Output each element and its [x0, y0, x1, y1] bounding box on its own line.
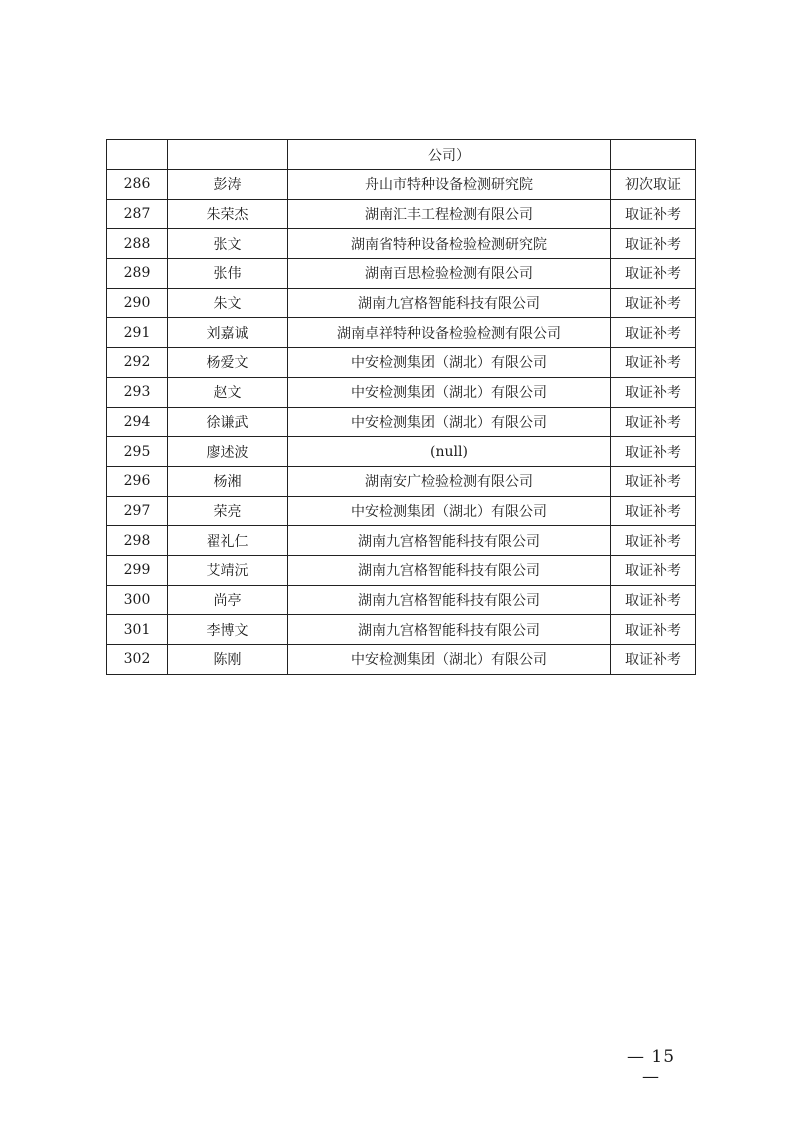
cell-name: 张文	[168, 229, 288, 259]
table-row	[107, 170, 696, 200]
cell-exam-type: 取证补考	[611, 318, 696, 348]
cell-organization: 湖南九宫格智能科技有限公司	[288, 615, 611, 645]
cell-exam-type: 取证补考	[611, 526, 696, 556]
cell-name: 陈刚	[168, 645, 288, 675]
cell-organization: 舟山市特种设备检测研究院	[288, 170, 611, 200]
table-row	[107, 229, 696, 259]
table-row	[107, 555, 696, 585]
cell-exam-type: 取证补考	[611, 496, 696, 526]
cell-exam-type: 取证补考	[611, 645, 696, 675]
table-row	[107, 199, 696, 229]
cell-number: 288	[107, 229, 168, 259]
cell-number: 286	[107, 170, 168, 200]
table-row	[107, 526, 696, 556]
cell-name: 荣亮	[168, 496, 288, 526]
cell-name: 杨爱文	[168, 348, 288, 378]
cell-exam-type: 取证补考	[611, 615, 696, 645]
cell-number: 291	[107, 318, 168, 348]
table-row	[107, 466, 696, 496]
cell-name: 朱文	[168, 288, 288, 318]
table-row	[107, 496, 696, 526]
cell-organization: 湖南安广检验检测有限公司	[288, 466, 611, 496]
cell-name: 徐谦武	[168, 407, 288, 437]
cell-organization: 中安检测集团（湖北）有限公司	[288, 348, 611, 378]
cell-exam-type: 取证补考	[611, 555, 696, 585]
cell-name	[168, 140, 288, 170]
cell-name: 李博文	[168, 615, 288, 645]
cell-organization: 湖南九宫格智能科技有限公司	[288, 526, 611, 556]
cell-name: 尚亭	[168, 585, 288, 615]
cell-organization: 中安检测集团（湖北）有限公司	[288, 645, 611, 675]
cell-organization: 中安检测集团（湖北）有限公司	[288, 377, 611, 407]
cell-exam-type: 取证补考	[611, 288, 696, 318]
cell-organization: 湖南省特种设备检验检测研究院	[288, 229, 611, 259]
roster-table-body	[107, 140, 696, 675]
cell-exam-type: 取证补考	[611, 407, 696, 437]
table-row	[107, 377, 696, 407]
cell-exam-type: 取证补考	[611, 259, 696, 289]
table-row	[107, 259, 696, 289]
cell-exam-type: 取证补考	[611, 377, 696, 407]
cell-number: 296	[107, 466, 168, 496]
roster-table	[106, 139, 696, 675]
cell-organization: 湖南九宫格智能科技有限公司	[288, 555, 611, 585]
cell-number: 287	[107, 199, 168, 229]
cell-organization: 中安检测集团（湖北）有限公司	[288, 496, 611, 526]
table-row	[107, 140, 696, 170]
cell-number: 293	[107, 377, 168, 407]
cell-number: 298	[107, 526, 168, 556]
cell-name: 艾靖沅	[168, 555, 288, 585]
cell-number: 290	[107, 288, 168, 318]
cell-number: 292	[107, 348, 168, 378]
cell-organization: 湖南卓祥特种设备检验检测有限公司	[288, 318, 611, 348]
cell-name: 杨湘	[168, 466, 288, 496]
cell-name: 刘嘉诚	[168, 318, 288, 348]
cell-exam-type	[611, 140, 696, 170]
cell-name: 翟礼仁	[168, 526, 288, 556]
cell-organization: 湖南九宫格智能科技有限公司	[288, 585, 611, 615]
cell-exam-type: 取证补考	[611, 199, 696, 229]
table-row	[107, 437, 696, 467]
table-row	[107, 407, 696, 437]
cell-organization: 公司）	[288, 140, 611, 170]
page-number: — 15 —	[626, 1047, 676, 1087]
cell-name: 张伟	[168, 259, 288, 289]
cell-number	[107, 140, 168, 170]
cell-exam-type: 取证补考	[611, 229, 696, 259]
cell-exam-type: 取证补考	[611, 348, 696, 378]
table-row	[107, 645, 696, 675]
cell-number: 300	[107, 585, 168, 615]
cell-number: 301	[107, 615, 168, 645]
cell-number: 295	[107, 437, 168, 467]
cell-organization: 湖南汇丰工程检测有限公司	[288, 199, 611, 229]
cell-organization: 湖南百思检验检测有限公司	[288, 259, 611, 289]
cell-name: 廖述波	[168, 437, 288, 467]
cell-organization: 湖南九宫格智能科技有限公司	[288, 288, 611, 318]
table-row	[107, 615, 696, 645]
cell-name: 朱荣杰	[168, 199, 288, 229]
cell-organization: (null)	[288, 437, 611, 467]
table-row	[107, 585, 696, 615]
cell-exam-type: 初次取证	[611, 170, 696, 200]
table-row	[107, 318, 696, 348]
cell-exam-type: 取证补考	[611, 466, 696, 496]
cell-number: 294	[107, 407, 168, 437]
cell-name: 彭涛	[168, 170, 288, 200]
cell-organization: 中安检测集团（湖北）有限公司	[288, 407, 611, 437]
table-row	[107, 288, 696, 318]
cell-number: 289	[107, 259, 168, 289]
cell-exam-type: 取证补考	[611, 437, 696, 467]
table-row	[107, 348, 696, 378]
cell-exam-type: 取证补考	[611, 585, 696, 615]
cell-number: 302	[107, 645, 168, 675]
cell-number: 297	[107, 496, 168, 526]
cell-number: 299	[107, 555, 168, 585]
cell-name: 赵文	[168, 377, 288, 407]
